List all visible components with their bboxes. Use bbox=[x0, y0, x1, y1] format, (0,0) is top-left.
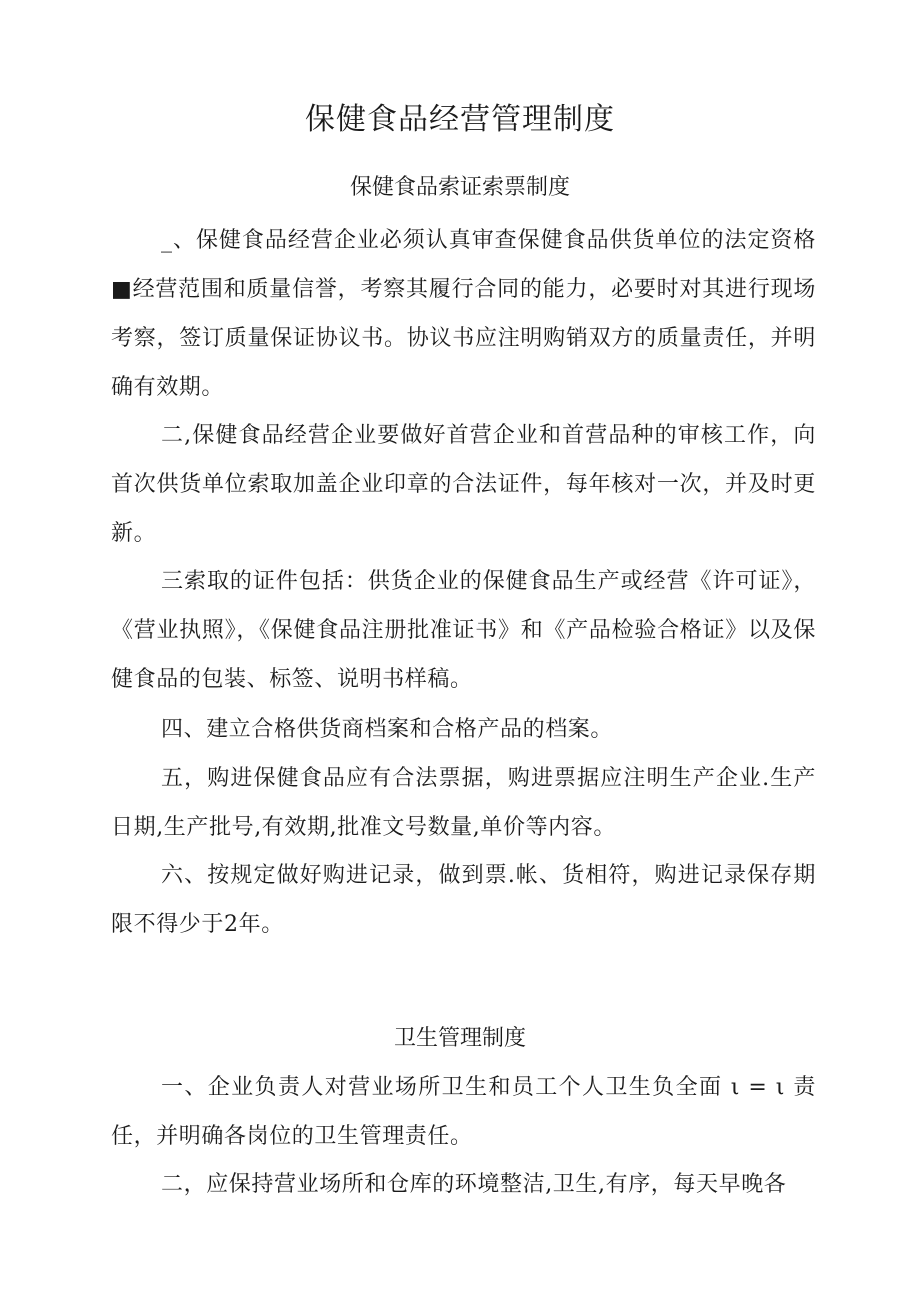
paragraph: 五，购进保健食品应有合法票据，购进票据应注明生产企业.生产日期,生产批号,有效期,批准文号数量,单价等内容。 bbox=[111, 766, 816, 840]
document-title: 保健食品经营管理制度 bbox=[305, 102, 615, 137]
paragraph: _、保健食品经营企业必须认真审查保健食品供货单位的法定资格■经营范围和质量信誉，考察其履行合同的能力，必要时对其进行现场考察，签订质量保证协议书。协议书应注明购销双方的质量责任，并明确有效期。 bbox=[111, 228, 816, 400]
section-title-invoice-policy: 保健食品索证索票制度 bbox=[349, 175, 570, 200]
paragraph: 二,保健食品经营企业要做好首营企业和首营品种的审核工作，向首次供货单位索取加盖企业印章的合法证件，每年核对一次，并及时更新。 bbox=[111, 423, 816, 546]
section-title-hygiene-policy: 卫生管理制度 bbox=[393, 1026, 526, 1051]
paragraph: 六、按规定做好购进记录，做到票.帐、货相符，购进记录保存期限不得少于2年。 bbox=[111, 863, 816, 937]
paragraph: 三索取的证件包括：供货企业的保健食品生产或经营《许可证》，《营业执照》，《保健食品注册批准证书》和《产品检验合格证》以及保健食品的包装、标签、说明书样稿。 bbox=[111, 569, 816, 692]
paragraph: 一、企业负责人对营业场所卫生和员工个人卫生负全面 ι = ι 责任，并明确各岗位的卫生管理责任。 bbox=[111, 1075, 816, 1149]
paragraph: 四、建立合格供货商档案和合格产品的档案。 bbox=[161, 717, 614, 742]
paragraph: 二，应保持营业场所和仓库的环境整洁,卫生,有序，每天早晚各 bbox=[161, 1172, 787, 1197]
